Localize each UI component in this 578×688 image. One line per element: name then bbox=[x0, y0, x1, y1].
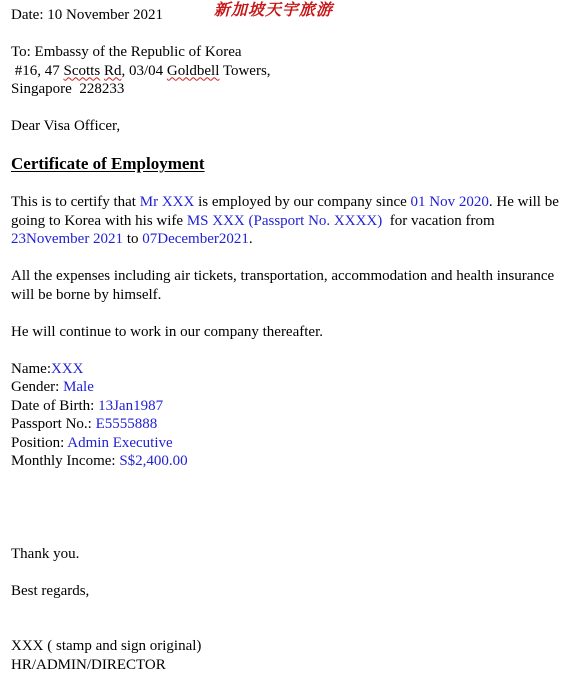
spellcheck-word-rd: Rd bbox=[103, 62, 122, 79]
spellcheck-word-scotts: Scotts bbox=[63, 62, 101, 79]
letter-document bbox=[11, 0, 566, 674]
employee-name: Mr XXX bbox=[139, 194, 195, 210]
detail-passport: Passport No.: E5555888 bbox=[11, 416, 158, 432]
title-row bbox=[11, 154, 566, 175]
vacation-end-date: 07December2021 bbox=[142, 231, 249, 247]
employee-details bbox=[11, 360, 566, 471]
detail-gender: Gender: Male bbox=[11, 379, 94, 395]
closing-regards: Best regards, bbox=[11, 582, 90, 599]
address-city: Singapore 228233 bbox=[11, 81, 125, 97]
paragraph-expenses: All the expenses including air tickets, transportation, accommodation and health insurance will be borne by himself. bbox=[11, 268, 555, 303]
detail-position: Position: Admin Executive bbox=[11, 434, 173, 451]
recipient-address bbox=[11, 43, 566, 99]
date-row bbox=[11, 0, 566, 25]
detail-dob: Date of Birth: 13Jan1987 bbox=[11, 397, 164, 414]
certificate-title: Certificate of Employment bbox=[11, 154, 205, 173]
paragraph-employment: This is to certify that Mr XXX is employed by our company since 01 Nov 2020. He will be going to Korea with his wife MS XXX (Passport No. XXXX) for vacation from 23November 2021 to 07December2021. bbox=[11, 194, 559, 247]
spellcheck-word-goldbell: Goldbell bbox=[166, 62, 220, 79]
employment-start-date: 01 Nov 2020 bbox=[410, 194, 489, 210]
signer-role: HR/ADMIN/DIRECTOR bbox=[11, 656, 166, 673]
address-to: To: Embassy of the Republic of Korea bbox=[11, 44, 242, 60]
closing-thanks: Thank you. bbox=[11, 545, 80, 562]
spouse-info: MS XXX (Passport No. XXXX) bbox=[186, 212, 383, 229]
address-street: #16, 47 Scotts Rd, 03/04 Goldbell Towers, bbox=[11, 62, 271, 79]
detail-income: Monthly Income: S$2,400.00 bbox=[11, 453, 188, 469]
vacation-start-date: 23November 2021 bbox=[11, 231, 124, 247]
paragraph-continuation: He will continue to work in our company thereafter. bbox=[11, 323, 323, 340]
signer-name: XXX ( stamp and sign original) bbox=[11, 638, 202, 654]
letter-date: Date: 10 November 2021 bbox=[11, 7, 164, 23]
detail-name: Name:XXX bbox=[11, 360, 84, 377]
agency-watermark: 新加坡天宇旅游 bbox=[214, 0, 334, 19]
salutation: Dear Visa Officer, bbox=[11, 118, 121, 134]
